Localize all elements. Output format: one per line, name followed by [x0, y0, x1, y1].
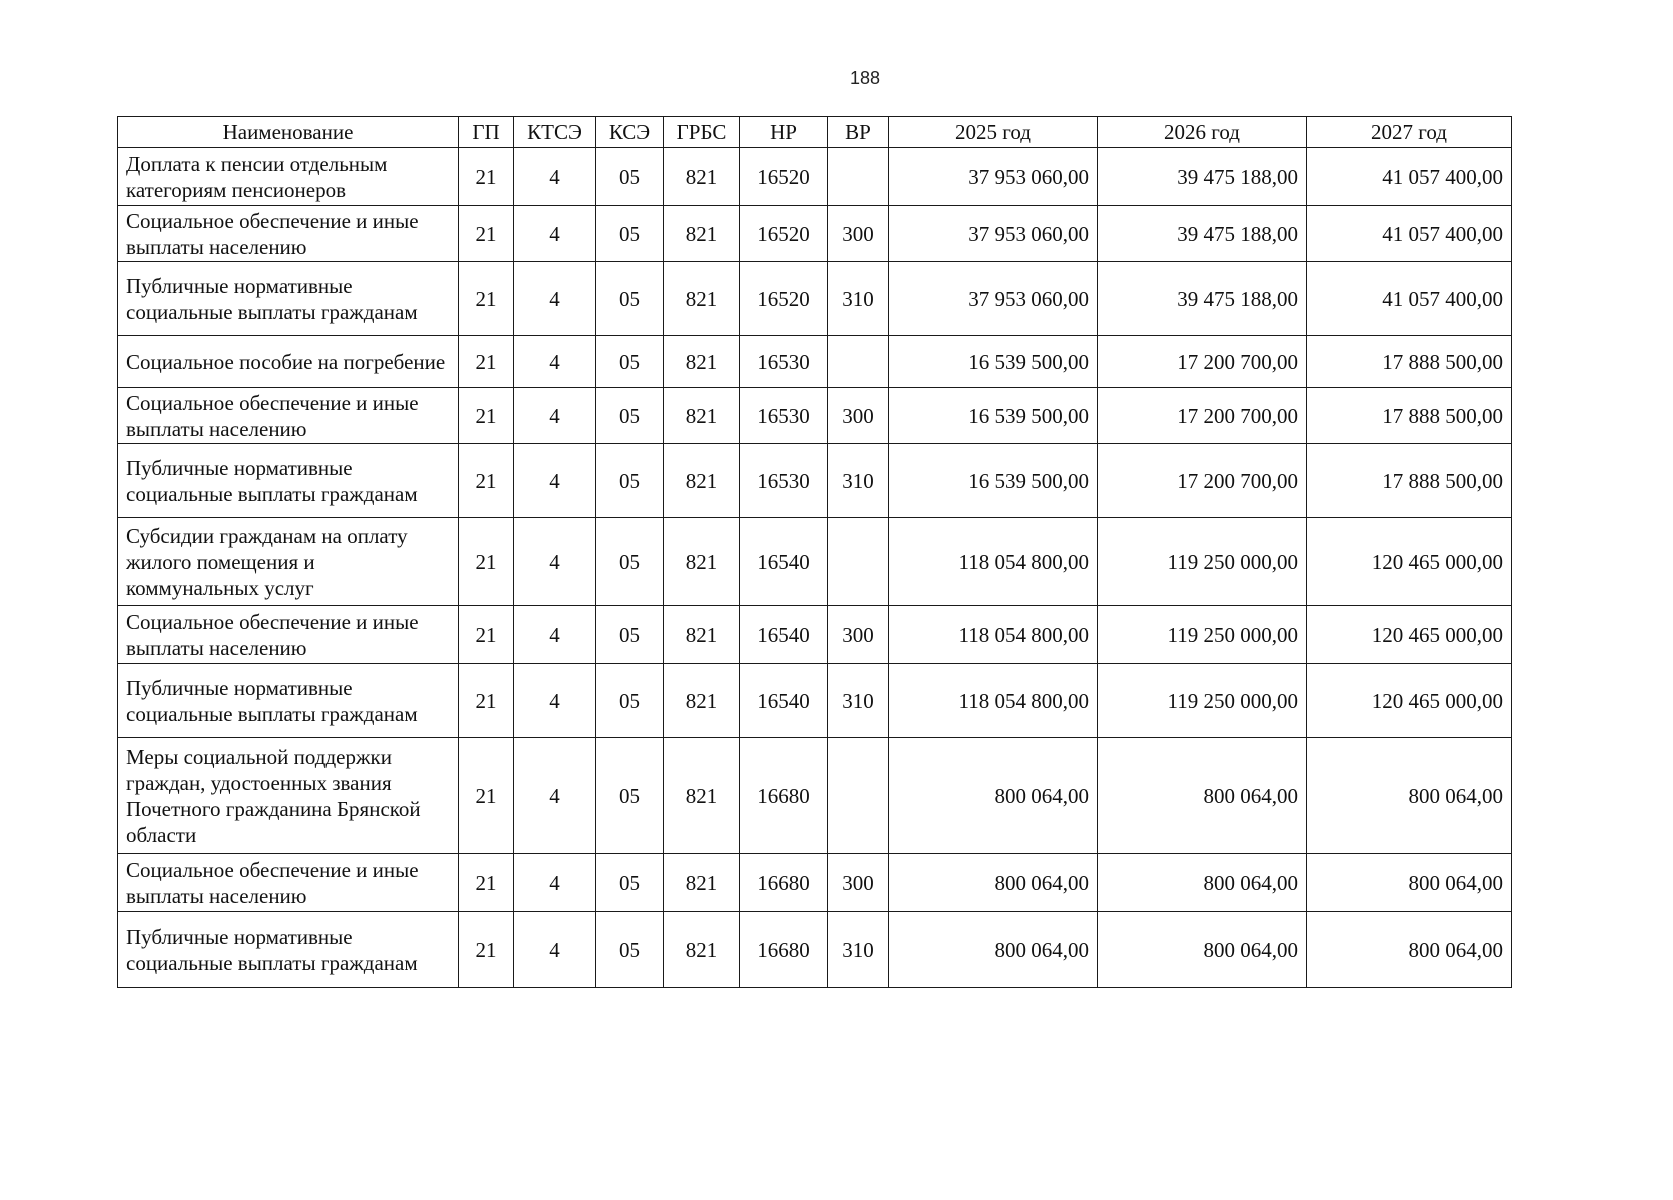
table-row: [118, 518, 1512, 606]
cell-2027: 41 057 400,00: [1307, 206, 1512, 262]
cell-2026: 800 064,00: [1098, 738, 1307, 854]
cell-2025: 800 064,00: [889, 738, 1098, 854]
cell-name: Публичные нормативные социальные выплаты гражданам: [118, 912, 459, 988]
cell-nr: 16540: [740, 518, 828, 606]
cell-grbs: 821: [664, 738, 740, 854]
cell-kse: 05: [596, 262, 664, 336]
cell-ktse: 4: [514, 518, 596, 606]
cell-gp: 21: [459, 262, 514, 336]
cell-vr: [828, 148, 889, 206]
page-number: [0, 68, 1673, 89]
cell-vr: 300: [828, 388, 889, 444]
table-row: [118, 262, 1512, 336]
cell-vr: [828, 518, 889, 606]
cell-2027: 120 465 000,00: [1307, 606, 1512, 664]
cell-kse: 05: [596, 606, 664, 664]
cell-ktse: 4: [514, 664, 596, 738]
cell-name: Социальное обеспечение и иные выплаты населению: [118, 206, 459, 262]
cell-2026: 119 250 000,00: [1098, 664, 1307, 738]
cell-name: Публичные нормативные социальные выплаты гражданам: [118, 262, 459, 336]
cell-gp: 21: [459, 738, 514, 854]
cell-kse: 05: [596, 664, 664, 738]
cell-grbs: 821: [664, 206, 740, 262]
cell-2026: 39 475 188,00: [1098, 206, 1307, 262]
cell-vr: [828, 738, 889, 854]
cell-ktse: 4: [514, 262, 596, 336]
header-2027: 2027 год: [1307, 117, 1512, 148]
cell-grbs: 821: [664, 664, 740, 738]
cell-ktse: 4: [514, 388, 596, 444]
cell-2027: 120 465 000,00: [1307, 518, 1512, 606]
cell-kse: 05: [596, 912, 664, 988]
table-row: [118, 664, 1512, 738]
cell-grbs: 821: [664, 148, 740, 206]
cell-vr: 310: [828, 444, 889, 518]
cell-gp: 21: [459, 606, 514, 664]
header-vr: ВР: [828, 117, 889, 148]
cell-nr: 16680: [740, 854, 828, 912]
cell-gp: 21: [459, 148, 514, 206]
cell-2025: 118 054 800,00: [889, 606, 1098, 664]
cell-2026: 17 200 700,00: [1098, 388, 1307, 444]
cell-kse: 05: [596, 444, 664, 518]
table-row: [118, 606, 1512, 664]
cell-2025: 37 953 060,00: [889, 148, 1098, 206]
cell-vr: 300: [828, 206, 889, 262]
table-row: [118, 738, 1512, 854]
header-2026: 2026 год: [1098, 117, 1307, 148]
page-number-text: 188: [849, 68, 881, 88]
cell-grbs: 821: [664, 444, 740, 518]
cell-grbs: 821: [664, 518, 740, 606]
cell-2026: 800 064,00: [1098, 854, 1307, 912]
cell-kse: 05: [596, 388, 664, 444]
cell-grbs: 821: [664, 262, 740, 336]
header-nr: НР: [740, 117, 828, 148]
table-row: [118, 336, 1512, 388]
cell-2027: 17 888 500,00: [1307, 388, 1512, 444]
cell-nr: 16520: [740, 206, 828, 262]
cell-gp: 21: [459, 518, 514, 606]
cell-grbs: 821: [664, 606, 740, 664]
cell-2025: 800 064,00: [889, 854, 1098, 912]
cell-2027: 41 057 400,00: [1307, 148, 1512, 206]
cell-2027: 800 064,00: [1307, 854, 1512, 912]
cell-2027: 17 888 500,00: [1307, 336, 1512, 388]
header-row: [118, 117, 1512, 148]
cell-2025: 800 064,00: [889, 912, 1098, 988]
cell-2025: 37 953 060,00: [889, 262, 1098, 336]
cell-grbs: 821: [664, 854, 740, 912]
cell-vr: 310: [828, 664, 889, 738]
cell-2026: 17 200 700,00: [1098, 444, 1307, 518]
table-row: [118, 912, 1512, 988]
cell-2026: 17 200 700,00: [1098, 336, 1307, 388]
cell-2025: 16 539 500,00: [889, 336, 1098, 388]
cell-vr: 300: [828, 854, 889, 912]
cell-kse: 05: [596, 206, 664, 262]
cell-vr: 300: [828, 606, 889, 664]
cell-2026: 39 475 188,00: [1098, 148, 1307, 206]
cell-name: Субсидии гражданам на оплату жилого помещения и коммунальных услуг: [118, 518, 459, 606]
cell-nr: 16530: [740, 388, 828, 444]
cell-grbs: 821: [664, 336, 740, 388]
cell-2026: 39 475 188,00: [1098, 262, 1307, 336]
cell-2027: 800 064,00: [1307, 738, 1512, 854]
cell-2027: 17 888 500,00: [1307, 444, 1512, 518]
cell-nr: 16540: [740, 664, 828, 738]
cell-2027: 120 465 000,00: [1307, 664, 1512, 738]
table-row: [118, 388, 1512, 444]
cell-name: Публичные нормативные социальные выплаты гражданам: [118, 444, 459, 518]
table-row: [118, 854, 1512, 912]
cell-kse: 05: [596, 518, 664, 606]
cell-gp: 21: [459, 336, 514, 388]
cell-name: Социальное обеспечение и иные выплаты населению: [118, 388, 459, 444]
cell-ktse: 4: [514, 336, 596, 388]
cell-kse: 05: [596, 854, 664, 912]
cell-2025: 16 539 500,00: [889, 444, 1098, 518]
cell-gp: 21: [459, 854, 514, 912]
cell-nr: 16680: [740, 738, 828, 854]
cell-2027: 800 064,00: [1307, 912, 1512, 988]
cell-kse: 05: [596, 148, 664, 206]
cell-2025: 16 539 500,00: [889, 388, 1098, 444]
cell-nr: 16530: [740, 444, 828, 518]
cell-vr: 310: [828, 912, 889, 988]
cell-nr: 16680: [740, 912, 828, 988]
table-row: [118, 206, 1512, 262]
cell-nr: 16520: [740, 262, 828, 336]
cell-gp: 21: [459, 444, 514, 518]
cell-nr: 16540: [740, 606, 828, 664]
cell-vr: 310: [828, 262, 889, 336]
cell-name: Публичные нормативные социальные выплаты гражданам: [118, 664, 459, 738]
cell-nr: 16530: [740, 336, 828, 388]
cell-grbs: 821: [664, 388, 740, 444]
cell-2025: 118 054 800,00: [889, 664, 1098, 738]
table-row: [118, 148, 1512, 206]
cell-kse: 05: [596, 738, 664, 854]
header-name: Наименование: [118, 117, 459, 148]
cell-gp: 21: [459, 664, 514, 738]
cell-kse: 05: [596, 336, 664, 388]
cell-grbs: 821: [664, 912, 740, 988]
header-grbs: ГРБС: [664, 117, 740, 148]
cell-2026: 119 250 000,00: [1098, 518, 1307, 606]
cell-2026: 119 250 000,00: [1098, 606, 1307, 664]
header-2025: 2025 год: [889, 117, 1098, 148]
cell-name: Социальное обеспечение и иные выплаты населению: [118, 854, 459, 912]
cell-ktse: 4: [514, 606, 596, 664]
cell-gp: 21: [459, 206, 514, 262]
table-row: [118, 444, 1512, 518]
cell-ktse: 4: [514, 912, 596, 988]
cell-nr: 16520: [740, 148, 828, 206]
cell-ktse: 4: [514, 854, 596, 912]
cell-2025: 37 953 060,00: [889, 206, 1098, 262]
cell-vr: [828, 336, 889, 388]
header-ktse: КТСЭ: [514, 117, 596, 148]
header-kse: КСЭ: [596, 117, 664, 148]
cell-ktse: 4: [514, 148, 596, 206]
cell-name: Социальное обеспечение и иные выплаты населению: [118, 606, 459, 664]
cell-gp: 21: [459, 388, 514, 444]
cell-name: Меры социальной поддержки граждан, удостоенных звания Почетного гражданина Брянской области: [118, 738, 459, 854]
cell-2027: 41 057 400,00: [1307, 262, 1512, 336]
cell-ktse: 4: [514, 206, 596, 262]
cell-name: Доплата к пенсии отдельным категориям пенсионеров: [118, 148, 459, 206]
cell-gp: 21: [459, 912, 514, 988]
header-gp: ГП: [459, 117, 514, 148]
cell-2025: 118 054 800,00: [889, 518, 1098, 606]
budget-table: [117, 116, 1512, 988]
cell-ktse: 4: [514, 738, 596, 854]
cell-name: Социальное пособие на погребение: [118, 336, 459, 388]
cell-2026: 800 064,00: [1098, 912, 1307, 988]
cell-ktse: 4: [514, 444, 596, 518]
